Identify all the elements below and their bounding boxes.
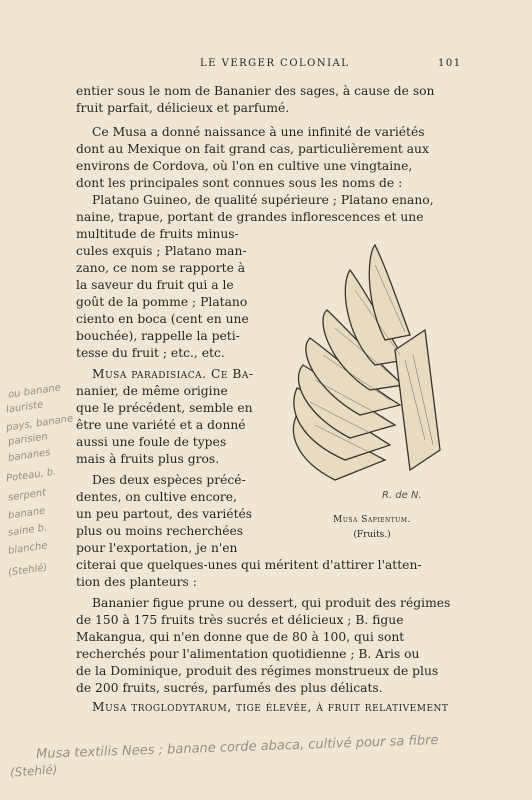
margin-note: parisien [7, 431, 49, 448]
body-line: environs de Cordova, où l'on en cultive une vingtaine, [76, 159, 413, 173]
margin-note: Poteau, b. [5, 466, 58, 485]
body-line: la saveur du fruit qui a le [76, 278, 234, 292]
running-title: LE VERGER COLONIAL [200, 58, 350, 69]
body-line: de 150 à 175 fruits très sucrés et délicieux ; B. figue [76, 613, 404, 627]
body-line: de la Dominique, produit des régimes monstrueux de plus [76, 664, 439, 678]
bottom-note-attribution: (Stehlé) [9, 762, 58, 780]
body-line: de 200 fruits, sucrés, parfumés des plus délicats. [76, 681, 383, 695]
body-line: Musa troglodytarum, tige élevée, à fruit relativement [92, 700, 449, 714]
margin-note: blanche [7, 540, 49, 557]
body-line: aussi une foule de types [76, 435, 227, 449]
margin-note: (Stehlé) [7, 562, 49, 579]
margin-note: pays, banane [5, 413, 74, 434]
body-line: plus ou moins recherchées [76, 524, 244, 538]
body-line: mais à fruits plus gros. [76, 452, 220, 466]
body-line: que le précédent, semble en [76, 401, 253, 415]
body-line: bouchée), rappelle la peti- [76, 329, 240, 343]
body-line: zano, ce nom se rapporte à [76, 261, 246, 275]
banana-illustration [275, 240, 445, 510]
body-line: dentes, on cultive encore, [76, 490, 237, 504]
figure-caption-title: Musa Sapientum. [333, 515, 411, 525]
body-line: Musa paradisiaca. Ce Ba- [92, 367, 254, 381]
body-line: goût de la pomme ; Platano [76, 295, 248, 309]
page-number: 101 [438, 58, 462, 69]
body-line: Des deux espèces précé- [92, 473, 246, 487]
figure-caption-sub: (Fruits.) [353, 530, 391, 540]
margin-note: ou banane [7, 382, 62, 401]
body-line: être une variété et a donné [76, 418, 246, 432]
margin-note: banane [7, 505, 47, 522]
body-line: Makangua, qui n'en donne que de 80 à 100, qui sont [76, 630, 405, 644]
body-line: cules exquis ; Platano man- [76, 244, 247, 258]
body-line: tesse du fruit ; etc., etc. [76, 346, 225, 360]
body-line: Bananier figue prune ou dessert, qui produit des régimes [92, 596, 451, 610]
body-line: Ce Musa a donné naissance à une infinité de variétés [92, 125, 425, 139]
body-line: un peu partout, des variétés [76, 507, 253, 521]
body-line: citerai que quelques-unes qui méritent d'attirer l'atten- [76, 558, 422, 572]
body-line: pour l'exportation, je n'en [76, 541, 238, 555]
artist-signature: R. de N. [382, 490, 422, 501]
running-header [0, 58, 532, 74]
margin-note: bananes [7, 447, 52, 464]
body-line: fruit parfait, délicieux et parfumé. [76, 101, 290, 115]
body-line: tion des planteurs : [76, 575, 197, 589]
body-line: ciento en boca (cent en une [76, 312, 249, 326]
body-line: multitude de fruits minus- [76, 227, 239, 241]
body-line: dont au Mexique on fait grand cas, particulièrement aux [76, 142, 429, 156]
body-line: dont les principales sont connues sous les noms de : [76, 176, 403, 190]
margin-note: saine b. [7, 522, 48, 539]
margin-note: lauriste [5, 399, 45, 416]
body-line: nanier, de même origine [76, 384, 228, 398]
margin-note: serpent [7, 487, 47, 504]
body-line: Platano Guineo, de qualité supérieure ; Platano enano, [92, 193, 434, 207]
body-line: recherchés pour l'alimentation quotidienne ; B. Aris ou [76, 647, 420, 661]
bottom-note: Musa textilis Nees ; banane corde abaca, cultivé pour sa fibre [35, 732, 439, 763]
body-line: entier sous le nom de Bananier des sages, à cause de son [76, 84, 435, 98]
body-line: naine, trapue, portant de grandes inflorescences et une [76, 210, 424, 224]
